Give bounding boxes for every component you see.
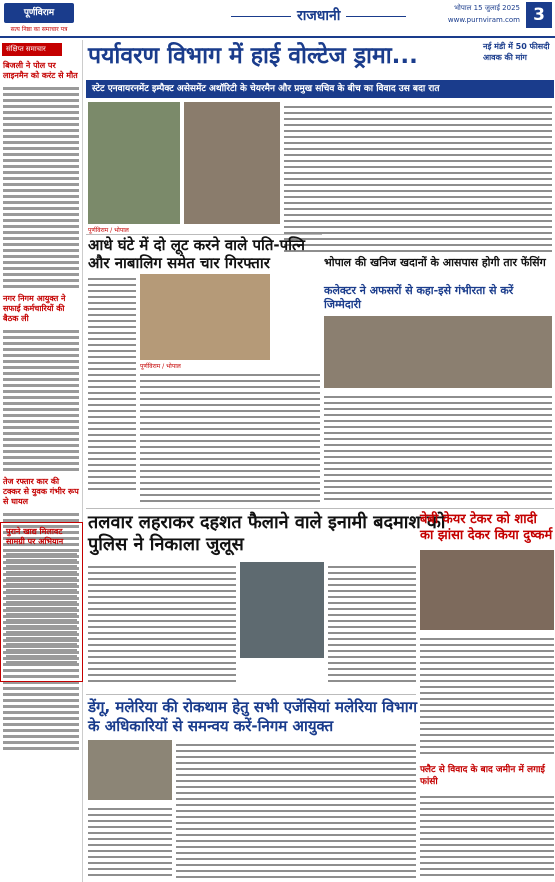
left-story-headline: नगर निगम आयुक्त ने सफाई कर्मचारियों की बैठक ली xyxy=(3,294,66,323)
lead-headline: पर्यावरण विभाग में हाई वोल्टेज ड्रामा... xyxy=(88,43,418,69)
story3-photo xyxy=(324,316,552,388)
masthead xyxy=(0,0,555,38)
newspaper-logo: पूर्णविराम xyxy=(4,3,74,23)
story4-photo xyxy=(240,562,324,658)
story3-subhead: कलेक्टर ने अफसरों से कहा-इसे गंभीरता से करें जिम्मेदारी xyxy=(324,284,514,311)
story4-body-right xyxy=(328,562,416,690)
story2-headline: आधे घंटे में दो लूट करने वाले पति-पत्नि और नाबालिग समेत चार गिरफ्तार xyxy=(88,236,305,272)
story6-headline: डेंगू, मलेरिया की रोकथाम हेतु सभी एजेंसियां मलेरिया विभाग के अधिकारियों से समन्वय करें-निगम आयुक्त xyxy=(88,698,418,735)
left-story-body xyxy=(0,83,82,292)
story7-body xyxy=(420,792,554,882)
story6-body-left xyxy=(88,804,172,882)
divider xyxy=(86,508,554,509)
left-story-body xyxy=(0,326,82,475)
left-story-headline: बिजली ने पोल पर लाइनमैन को करंट से मौत xyxy=(3,61,78,80)
top-right-teaser xyxy=(480,40,555,76)
sidebar-story-headline: पुराने खाद्य मिलावट सामग्री पर अभियान xyxy=(6,527,64,546)
story6-photo xyxy=(88,740,172,800)
story7-headline: फ्लैट से विवाद के बाद जमीन में लगाई फांसी xyxy=(420,765,545,787)
story3-body xyxy=(324,392,552,504)
story3-headline: भोपाल की खनिज खदानों के आसपास होगी तार फेंसिंग xyxy=(324,256,546,269)
lead-body xyxy=(284,102,552,254)
lead-strap: स्टेट एनवायरनमेंट इम्पैक्ट असेसमेंट अथॉरिटी के चेयरमैन और प्रमुख सचिव के बीच का विवाद उस बदा रात xyxy=(86,80,554,98)
divider xyxy=(86,234,322,235)
brief-news-tag: संक्षिप्त समाचार xyxy=(2,43,62,56)
website-url[interactable]: www.purnviram.com xyxy=(447,16,520,24)
story2-body xyxy=(140,370,320,506)
story2-photo-caption: पूर्णविराम / भोपाल xyxy=(140,363,181,370)
lead-photo-caption: पूर्णविराम / भोपाल xyxy=(88,227,129,234)
sidebar-story-box xyxy=(0,522,83,682)
story2-photo xyxy=(140,274,270,360)
divider xyxy=(86,694,416,695)
lead-photo-left xyxy=(88,102,180,224)
lead-photo-right xyxy=(184,102,280,224)
section-title: राजधानी xyxy=(225,6,412,25)
dateline: भोपाल 15 जुलाई 2025 xyxy=(454,4,520,12)
left-news-column xyxy=(0,40,83,882)
story2-body-left xyxy=(88,274,136,504)
story5-body xyxy=(420,634,554,760)
story6-body xyxy=(176,740,416,882)
story4-body xyxy=(88,562,236,690)
story4-headline: तलवार लहराकर दहशत फैलाने वाले इनामी बदमाश को पुलिस ने निकाला जुलूस xyxy=(88,512,446,555)
story5-photo xyxy=(420,550,554,630)
newspaper-tagline: सत्य निष्ठा का समाचार पत्र xyxy=(10,26,68,33)
left-story-headline: तेज रफ्तार कार की टक्कर से युवक गंभीर रूप से घायल xyxy=(3,477,79,506)
sidebar-story-body xyxy=(3,549,80,668)
teaser-text: नई मंडी में 50 फीसदी आवक की मांग xyxy=(483,42,550,62)
page-number: 3 xyxy=(526,2,552,28)
story5-headline: बेबी केयर टेकर को शादी का झांसा देकर किया दुष्कर्म xyxy=(420,512,553,543)
